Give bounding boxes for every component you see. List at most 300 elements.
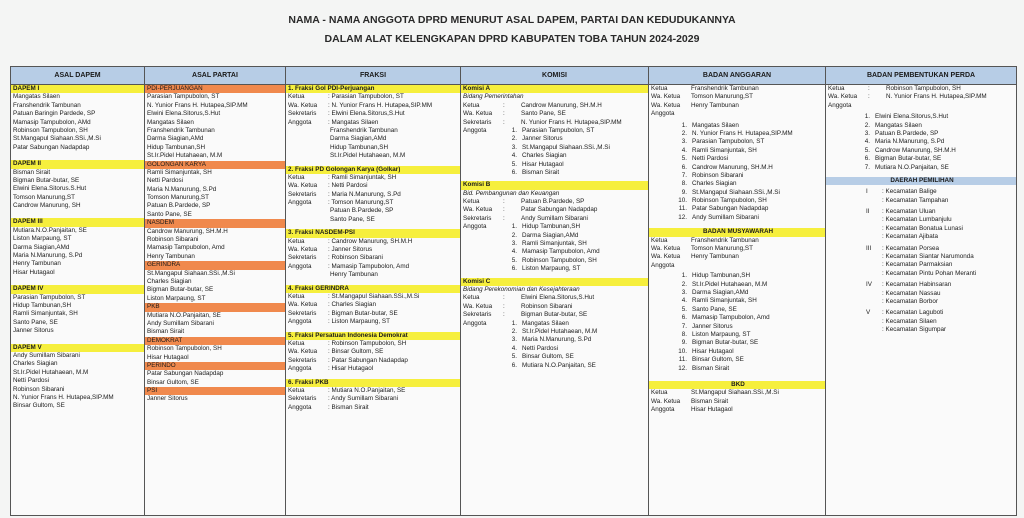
- anggaran-anggota-row: [649, 214, 825, 222]
- fraksi-role-label: Wa. Ketua: [288, 348, 318, 356]
- anggaran-anggota-num: 5.: [681, 155, 687, 163]
- komisi-anggota-name: St.Ir.Pidel Hutahaean, M.M: [522, 327, 598, 335]
- komisi-anggota-name: Mamasip Tampubolon, Amd: [522, 248, 600, 256]
- komisi-role-label: Ketua: [463, 198, 480, 206]
- fraksi-role-label: Ketua: [288, 237, 305, 245]
- partai-member: Henry Tambunan: [147, 252, 195, 260]
- pemilihan-kecamatan: : Kecamatan Silaen: [882, 317, 937, 325]
- komisi-colon: :: [503, 206, 505, 214]
- header-badan-anggaran: BADAN ANGGARAN: [649, 67, 825, 85]
- komisi-anggota-num: 1.: [511, 319, 517, 327]
- komisi-anggota-row: [461, 135, 648, 143]
- komisi-anggota-name: Janner Sitorus: [522, 135, 563, 143]
- komisi-bidang: Bidang Perekonomian dan Kesejahteraan: [463, 285, 580, 293]
- partai-label: PDI-PERJUANGAN: [145, 85, 285, 93]
- partai-member: Binsar Gultom, SE: [147, 378, 199, 386]
- komisi-role-label: Sekretaris: [463, 118, 492, 126]
- perda-anggota-name: Bigman Butar-butar, SE: [875, 155, 942, 163]
- komisi-colon: :: [503, 101, 505, 109]
- komisi-anggota-num: 6.: [511, 168, 517, 176]
- fraksi-role-row: [286, 348, 460, 356]
- musyawarah-anggota-name: Ramli Simanjuntak, SH: [692, 297, 757, 305]
- bkd-role-row: [649, 389, 825, 397]
- partai-label: NASDEM: [145, 219, 285, 227]
- dapem-member: Liston Marpaung, ST: [13, 235, 72, 243]
- dapem-member: Elwini Elena.Sitorus.S.Hut: [13, 185, 87, 193]
- pemilihan-row: [826, 225, 1016, 233]
- partai-member: Hisar Hutagaol: [147, 353, 189, 361]
- anggaran-anggota-row: [649, 180, 825, 188]
- dapem-label: DAPEM II: [11, 160, 144, 168]
- komisi-role-label: Sekretaris: [463, 214, 492, 222]
- musyawarah-anggota-name: Liston Marpaung, ST: [692, 330, 751, 338]
- komisi-anggota-num: 5.: [511, 353, 517, 361]
- bkd-role-label: Anggota: [651, 406, 675, 414]
- komisi-colon: :: [503, 214, 505, 222]
- komisi-anggota-label: Anggota: [463, 126, 487, 134]
- fraksi-role-row: [286, 110, 460, 118]
- partai-member: Darma Siagian,AMd: [147, 135, 204, 143]
- komisi-anggota-row: [461, 345, 648, 353]
- komisi-anggota-num: 1.: [511, 126, 517, 134]
- komisi-bidang: Bid. Pembangunan dan Keuangan: [463, 189, 560, 197]
- musyawarah-role-label: Anggota: [651, 261, 675, 269]
- fraksi-role-label: Anggota: [288, 403, 312, 411]
- fraksi-role-name: : Robinson Tampubolon, SH: [328, 339, 407, 347]
- pemilihan-row: [826, 298, 1016, 306]
- pemilihan-kecamatan: : Kecamatan Uluan: [882, 208, 936, 216]
- musyawarah-anggota-num: 8.: [681, 330, 687, 338]
- perda-anggota-name: Candrow Manurung, SH.M.H: [875, 146, 956, 154]
- perda-anggota-row: [826, 138, 1016, 146]
- perda-anggota-num: 2.: [864, 121, 870, 129]
- fraksi-label: 1. Fraksi Gol PDI-Perjuangan: [286, 85, 460, 93]
- pemilihan-kecamatan: : Kecamatan Habinsaran: [882, 281, 952, 289]
- komisi-role-row: [461, 294, 648, 302]
- pemilihan-row: [826, 253, 1016, 261]
- column-badan-anggaran: [649, 67, 826, 515]
- fraksi-role-row: [286, 404, 460, 412]
- dapem-member: Binsar Gultom, SE: [13, 402, 65, 410]
- fraksi-role-name: : Ramli Simanjuntak, SH: [328, 173, 397, 181]
- anggaran-anggota-name: Mangatas Silaen: [692, 121, 739, 129]
- fraksi-role-name: : Parasian Tampubolon, ST: [328, 93, 404, 101]
- musyawarah-anggota-num: 4.: [681, 297, 687, 305]
- musyawarah-anggota-row: [649, 297, 825, 305]
- members-table: [10, 66, 1017, 516]
- komisi-anggota-row: [461, 144, 648, 152]
- fraksi-role-label: Ketua: [288, 93, 305, 101]
- partai-member: Maria N.Manurung, S.Pd: [147, 185, 217, 193]
- fraksi-role-name: : St.Mangapul Siahaan.SSi.,M.Si: [328, 292, 420, 300]
- musyawarah-role-row: [649, 262, 825, 270]
- partai-member: Andy Sumillam Sibarani: [147, 319, 214, 327]
- anggaran-role-name: Henry Tambunan: [691, 101, 739, 109]
- fraksi-member: [286, 271, 460, 279]
- komisi-anggota-num: 2.: [511, 135, 517, 143]
- musyawarah-anggota-row: [649, 331, 825, 339]
- komisi-anggota-num: 3.: [511, 240, 517, 248]
- anggaran-role-label: Ketua: [651, 85, 668, 92]
- pemilihan-kecamatan: : Kecamatan Porsea: [882, 244, 940, 252]
- fraksi-role-row: [286, 119, 460, 127]
- anggaran-anggota-row: [649, 197, 825, 205]
- pemilihan-kecamatan: : Kecamatan Pintu Pohan Meranti: [882, 269, 977, 277]
- partai-member: Bisman Sirait: [147, 328, 185, 336]
- fraksi-label: 5. Fraksi Persatuan Indonesia Demokrat: [286, 332, 460, 340]
- partai-member: N. Yunior Frans H. Hutapea,SIP.MM: [147, 101, 248, 109]
- fraksi-role-label: Wa. Ketua: [288, 101, 318, 109]
- header-badan-pembentukan-perda: BADAN PEMBENTUKAN PERDA: [826, 67, 1016, 85]
- komisi-anggota-num: 3.: [511, 143, 517, 151]
- anggaran-role-row: [649, 110, 825, 118]
- partai-member: Hidup Tambunan,SH: [147, 143, 205, 151]
- anggaran-anggota-num: 9.: [681, 188, 687, 196]
- fraksi-role-row: [286, 191, 460, 199]
- dapem-member: Hidup Tambunan,SH: [13, 301, 71, 309]
- fraksi-label: 2. Fraksi PD Golongan Karya (Golkar): [286, 166, 460, 174]
- komisi-role-row: [461, 303, 648, 311]
- fraksi-role-row: [286, 174, 460, 182]
- dapem-member: Hisar Hutagaol: [13, 268, 55, 276]
- pemilihan-row: [826, 326, 1016, 334]
- pemilihan-label: DAERAH PEMILIHAN: [826, 177, 1016, 185]
- fraksi-role-row: [286, 254, 460, 262]
- bkd-role-name: Bisman Sirait: [691, 397, 729, 405]
- musyawarah-anggota-row: [649, 365, 825, 373]
- fraksi-member: [286, 127, 460, 135]
- komisi-anggota-row: [461, 169, 648, 177]
- fraksi-member-name: Franshendrik Tambunan: [330, 126, 398, 134]
- komisi-role-label: Wa. Ketua: [463, 302, 493, 310]
- pemilihan-kecamatan: : Kecamatan Siantar Narumonda: [882, 253, 974, 261]
- pemilihan-kecamatan: : Kecamatan Nassau: [882, 289, 941, 297]
- komisi-anggota-row: [461, 320, 648, 328]
- komisi-role-row: [461, 119, 648, 127]
- dapem-member: Patuan Baringin Pardede, SP: [13, 110, 96, 118]
- pemilihan-row: [826, 318, 1016, 326]
- komisi-anggota-row: [461, 127, 648, 135]
- komisi-anggota-name: Mutiara N.O.Panjaitan, SE: [522, 361, 596, 369]
- komisi-label: Komisi B: [461, 181, 648, 189]
- anggaran-anggota-num: 7.: [681, 171, 687, 179]
- komisi-anggota-num: 6.: [511, 265, 517, 273]
- pemilihan-row: [826, 233, 1016, 241]
- komisi-role-row: [461, 198, 648, 206]
- komisi-anggota-label: Anggota: [463, 223, 487, 231]
- fraksi-role-label: Ketua: [288, 386, 305, 394]
- komisi-anggota-name: Darma Siagian,AMd: [522, 231, 579, 239]
- fraksi-role-row: [286, 246, 460, 254]
- musyawarah-anggota-name: Binsar Gultom, SE: [692, 356, 744, 364]
- fraksi-role-name: : Patar Sabungan Nadapdap: [328, 356, 408, 364]
- fraksi-role-name: : Elwini Elena.Sitorus,S.Hut: [328, 110, 405, 118]
- dapem-member: Janner Sitorus: [13, 327, 54, 335]
- fraksi-role-name: : Bigman Butar-butar, SE: [328, 309, 398, 317]
- musyawarah-anggota-name: Santo Pane, SE: [692, 305, 737, 313]
- komisi-anggota-row: [461, 265, 648, 273]
- anggaran-anggota-row: [649, 122, 825, 130]
- komisi-anggota-num: 6.: [511, 361, 517, 369]
- dapem-member: St.Mangapul Siahaan.SSi.,M.Si: [13, 135, 101, 143]
- fraksi-role-name: : Bisman Sirait: [328, 403, 369, 411]
- komisi-role-name: N. Yunior Frans H. Hutapea,SIP.MM: [521, 118, 622, 126]
- fraksi-role-name: : Maria N.Manurung, S.Pd: [328, 190, 401, 198]
- column-fraksi: [286, 67, 461, 515]
- komisi-role-label: Sekretaris: [463, 311, 492, 319]
- komisi-role-name: Bigman Butar-butar, SE: [521, 311, 588, 319]
- anggaran-anggota-name: Parasian Tampubolon, ST: [692, 138, 765, 146]
- musyawarah-anggota-row: [649, 289, 825, 297]
- partai-member: Robinson Tampubolon, SH: [147, 345, 222, 353]
- komisi-anggota-row: [461, 257, 648, 265]
- pemilihan-row: [826, 188, 1016, 196]
- musyawarah-anggota-num: 12.: [678, 364, 687, 372]
- perda-role-label: Wa. Ketua: [828, 93, 858, 101]
- perda-role-name: N. Yunior Frans H. Hutapea,SIP.MM: [886, 93, 987, 101]
- dapem-member: Bigman Butar-butar, SE: [13, 176, 80, 184]
- musyawarah-anggota-name: Bigman Butar-butar, SE: [692, 339, 759, 347]
- perda-colon: :: [868, 93, 870, 101]
- dapem-member: Mamasip Tampubolon, AMd: [13, 118, 91, 126]
- fraksi-role-row: [286, 93, 460, 101]
- dapem-label: DAPEM I: [11, 85, 144, 93]
- musyawarah-anggota-name: Darma Siagian,AMd: [692, 288, 749, 296]
- perda-colon: :: [868, 85, 870, 92]
- musyawarah-role-label: Ketua: [651, 236, 668, 244]
- pemilihan-row: [826, 281, 1016, 289]
- dapem-label: DAPEM V: [11, 344, 144, 352]
- musyawarah-role-row: [649, 237, 825, 245]
- komisi-anggota-row: [461, 152, 648, 160]
- pemilihan-num: II: [866, 208, 870, 216]
- fraksi-role-name: : Tomson Manurung,ST: [328, 199, 394, 207]
- komisi-role-row: [461, 311, 648, 319]
- partai-label: DEMOKRAT: [145, 337, 285, 345]
- anggaran-anggota-num: 12.: [678, 213, 687, 221]
- musyawarah-anggota-name: Mamasip Tampubolon, Amd: [692, 314, 770, 322]
- komisi-role-name: Andy Sumillam Sibarani: [521, 214, 588, 222]
- pemilihan-row: [826, 270, 1016, 278]
- fraksi-role-name: : Charles Siagian: [328, 301, 376, 309]
- bkd-role-label: Wa. Ketua: [651, 397, 681, 405]
- anggaran-role-row: [649, 85, 825, 93]
- musyawarah-anggota-name: Hidup Tambunan,SH: [692, 272, 750, 280]
- anggaran-role-label: Wa. Ketua: [651, 101, 681, 109]
- pemilihan-kecamatan: : Kecamatan Lumbanjulu: [882, 216, 952, 224]
- komisi-role-name: Patar Sabungan Nadapdap: [521, 206, 598, 214]
- pemilihan-kecamatan: : Kecamatan Laguboti: [882, 309, 944, 317]
- musyawarah-anggota-row: [649, 314, 825, 322]
- column-asal-partai: [145, 67, 286, 515]
- perda-anggota-num: 6.: [864, 155, 870, 163]
- komisi-anggota-row: [461, 336, 648, 344]
- fraksi-role-row: [286, 293, 460, 301]
- komisi-anggota-row: [461, 328, 648, 336]
- dapem-member: Bisman Sirait: [13, 168, 51, 176]
- fraksi-member-name: Henry Tambunan: [330, 271, 378, 279]
- anggaran-anggota-name: Robinson Sibarani: [692, 171, 744, 179]
- perda-anggota-row: [826, 122, 1016, 130]
- komisi-anggota-row: [461, 248, 648, 256]
- anggaran-anggota-name: Candrow Manurung, SH.M.H: [692, 163, 773, 171]
- komisi-role-name: Patuan B.Pardede, SP: [521, 198, 585, 206]
- dapem-label: DAPEM III: [11, 218, 144, 226]
- perda-anggota-num: 3.: [864, 129, 870, 137]
- fraksi-role-name: : Candrow Manurung, SH.M.H: [328, 237, 413, 245]
- fraksi-role-name: : Robinson Sibarani: [328, 254, 383, 262]
- komisi-role-name: Candrow Manurung, SH.M.H: [521, 101, 602, 109]
- musyawarah-anggota-name: Bisman Sirait: [692, 364, 730, 372]
- komisi-colon: :: [503, 311, 505, 319]
- komisi-anggota-num: 4.: [511, 248, 517, 256]
- anggaran-role-row: [649, 102, 825, 110]
- fraksi-role-label: Anggota: [288, 262, 312, 270]
- komisi-role-row: [461, 206, 648, 214]
- fraksi-role-label: Wa. Ketua: [288, 182, 318, 190]
- header-asal-dapem: ASAL DAPEM: [11, 67, 144, 85]
- musyawarah-anggota-num: 2.: [681, 280, 687, 288]
- pemilihan-row: [826, 245, 1016, 253]
- anggaran-anggota-row: [649, 189, 825, 197]
- partai-member: Mamasip Tampubolon, Amd: [147, 244, 225, 252]
- partai-member: Candrow Manurung, SH.M.H: [147, 227, 228, 235]
- anggaran-anggota-num: 10.: [678, 197, 687, 205]
- fraksi-role-name: : Netti Pardosi: [328, 182, 368, 190]
- musyawarah-role-name: Henry Tambunan: [691, 253, 739, 261]
- fraksi-role-name: : Andy Sumillam Sibarani: [328, 395, 398, 403]
- komisi-role-label: Wa. Ketua: [463, 206, 493, 214]
- fraksi-role-row: [286, 318, 460, 326]
- komisi-role-label: Wa. Ketua: [463, 110, 493, 118]
- pemilihan-row: [826, 290, 1016, 298]
- column-badan-pembentukan-perda: [826, 67, 1016, 515]
- anggaran-anggota-name: St.Mangapul Siahaan.SSi.,M.Si: [692, 188, 780, 196]
- komisi-anggota-num: 5.: [511, 160, 517, 168]
- pemilihan-num: IV: [866, 281, 872, 289]
- perda-anggota-num: 1.: [864, 113, 870, 121]
- fraksi-role-label: Anggota: [288, 199, 312, 207]
- fraksi-role-row: [286, 357, 460, 365]
- musyawarah-anggota-num: 10.: [678, 347, 687, 355]
- fraksi-member-name: Santo Pane, SE: [330, 215, 375, 223]
- anggaran-anggota-name: Patar Sabungan Nadapdap: [692, 205, 769, 213]
- bkd-role-label: Ketua: [651, 389, 668, 397]
- anggaran-anggota-name: Charles Siagian: [692, 180, 737, 188]
- komisi-anggota-row: [461, 362, 648, 370]
- musyawarah-anggota-num: 11.: [678, 356, 687, 364]
- komisi-anggota-name: Maria N.Manurung, S.Pd: [522, 336, 592, 344]
- anggaran-anggota-name: Netti Pardosi: [692, 155, 729, 163]
- dapem-member: Netti Pardosi: [13, 377, 50, 385]
- komisi-role-row: [461, 215, 648, 223]
- anggaran-anggota-name: Robinson Tampubolon, SH: [692, 197, 767, 205]
- komisi-role-row: [461, 110, 648, 118]
- anggaran-anggota-name: N. Yunior Frans H. Hutapea,SIP.MM: [692, 129, 793, 137]
- partai-member: Janner Sitorus: [147, 395, 188, 403]
- musyawarah-role-label: Wa. Ketua: [651, 253, 681, 261]
- partai-member: Bigman Butar-butar, SE: [147, 286, 214, 294]
- fraksi-role-name: : Binsar Gultom, SE: [328, 348, 384, 356]
- komisi-anggota-row: [461, 232, 648, 240]
- bkd-role-name: St.Mangapul Siahaan.SSi.,M.Si: [691, 389, 779, 397]
- anggaran-role-name: Franshendrik Tambunan: [691, 85, 759, 92]
- komisi-anggota-label: Anggota: [463, 319, 487, 327]
- musyawarah-role-name: Franshendrik Tambunan: [691, 236, 759, 244]
- komisi-label: Komisi A: [461, 85, 648, 93]
- komisi-anggota-name: Binsar Gultom, SE: [522, 353, 574, 361]
- pemilihan-kecamatan: : Kecamatan Bonatua Lunasi: [882, 224, 963, 232]
- perda-anggota-row: [826, 155, 1016, 163]
- musyawarah-role-row: [649, 245, 825, 253]
- musyawarah-anggota-num: 7.: [681, 322, 687, 330]
- komisi-anggota-name: Ramli Simanjuntak, SH: [522, 240, 587, 248]
- fraksi-role-label: Sekretaris: [288, 395, 317, 403]
- musyawarah-anggota-row: [649, 306, 825, 314]
- fraksi-role-name: : Mutiara N.O.Panjaitan, SE: [328, 386, 406, 394]
- perda-anggota-row: [826, 130, 1016, 138]
- fraksi-role-name: : Janner Sitorus: [328, 246, 373, 254]
- pemilihan-row: [826, 261, 1016, 269]
- partai-member: St.Mangapul Siahaan.SSi.,M.Si: [147, 269, 235, 277]
- komisi-colon: :: [503, 118, 505, 126]
- komisi-colon: :: [503, 198, 505, 206]
- komisi-anggota-name: St.Mangapul Siahaan.SSi.,M.Si: [522, 143, 610, 151]
- fraksi-role-row: [286, 301, 460, 309]
- komisi-anggota-name: Hisar Hutagaol: [522, 160, 564, 168]
- pemilihan-kecamatan: : Kecamatan Sigumpar: [882, 326, 947, 334]
- dapem-member: Charles Siagian: [13, 360, 58, 368]
- partai-member: St.Ir.Pidel Hutahaean, M.M: [147, 152, 223, 160]
- bkd-label: BKD: [649, 381, 825, 389]
- anggaran-anggota-name: Andy Sumillam Sibarani: [692, 213, 759, 221]
- fraksi-role-row: [286, 310, 460, 318]
- pemilihan-row: [826, 208, 1016, 216]
- fraksi-role-row: [286, 340, 460, 348]
- fraksi-role-label: Sekretaris: [288, 356, 317, 364]
- pemilihan-kecamatan: : Kecamatan Borbor: [882, 297, 939, 305]
- perda-anggota-row: [826, 147, 1016, 155]
- partai-member: Charles Siagian: [147, 277, 192, 285]
- perda-role-name: Robinson Tampubolon, SH: [886, 85, 961, 92]
- komisi-anggota-name: Charles Siagian: [522, 152, 567, 160]
- musyawarah-anggota-row: [649, 272, 825, 280]
- perda-role-label: Anggota: [828, 101, 852, 109]
- musyawarah-anggota-row: [649, 323, 825, 331]
- perda-anggota-name: Mangatas Silaen: [875, 121, 922, 129]
- komisi-anggota-row: [461, 161, 648, 169]
- partai-member: Patuan B.Pardede, SP: [147, 202, 211, 210]
- dapem-member: Maria N.Manurung, S.Pd: [13, 252, 83, 260]
- pemilihan-kecamatan: : Kecamatan Parmaksian: [882, 261, 953, 269]
- anggaran-anggota-row: [649, 155, 825, 163]
- fraksi-member-name: St.Ir.Pidel Hutahaean, M.M: [330, 152, 406, 160]
- pemilihan-kecamatan: : Kecamatan Tampahan: [882, 196, 949, 204]
- pemilihan-row: [826, 216, 1016, 224]
- anggaran-anggota-num: 11.: [678, 205, 687, 213]
- header-komisi: KOMISI: [461, 67, 648, 85]
- anggaran-anggota-num: 2.: [681, 129, 687, 137]
- column-asal-dapem: [11, 67, 145, 515]
- partai-label: GERINDRA: [145, 261, 285, 269]
- anggaran-anggota-row: [649, 172, 825, 180]
- musyawarah-anggota-name: Hisar Hutagaol: [692, 347, 734, 355]
- fraksi-role-row: [286, 395, 460, 403]
- fraksi-role-label: Sekretaris: [288, 309, 317, 317]
- dapem-label: DAPEM IV: [11, 285, 144, 293]
- komisi-anggota-num: 1.: [511, 223, 517, 231]
- partai-member: Patar Sabungan Nadapdap: [147, 370, 224, 378]
